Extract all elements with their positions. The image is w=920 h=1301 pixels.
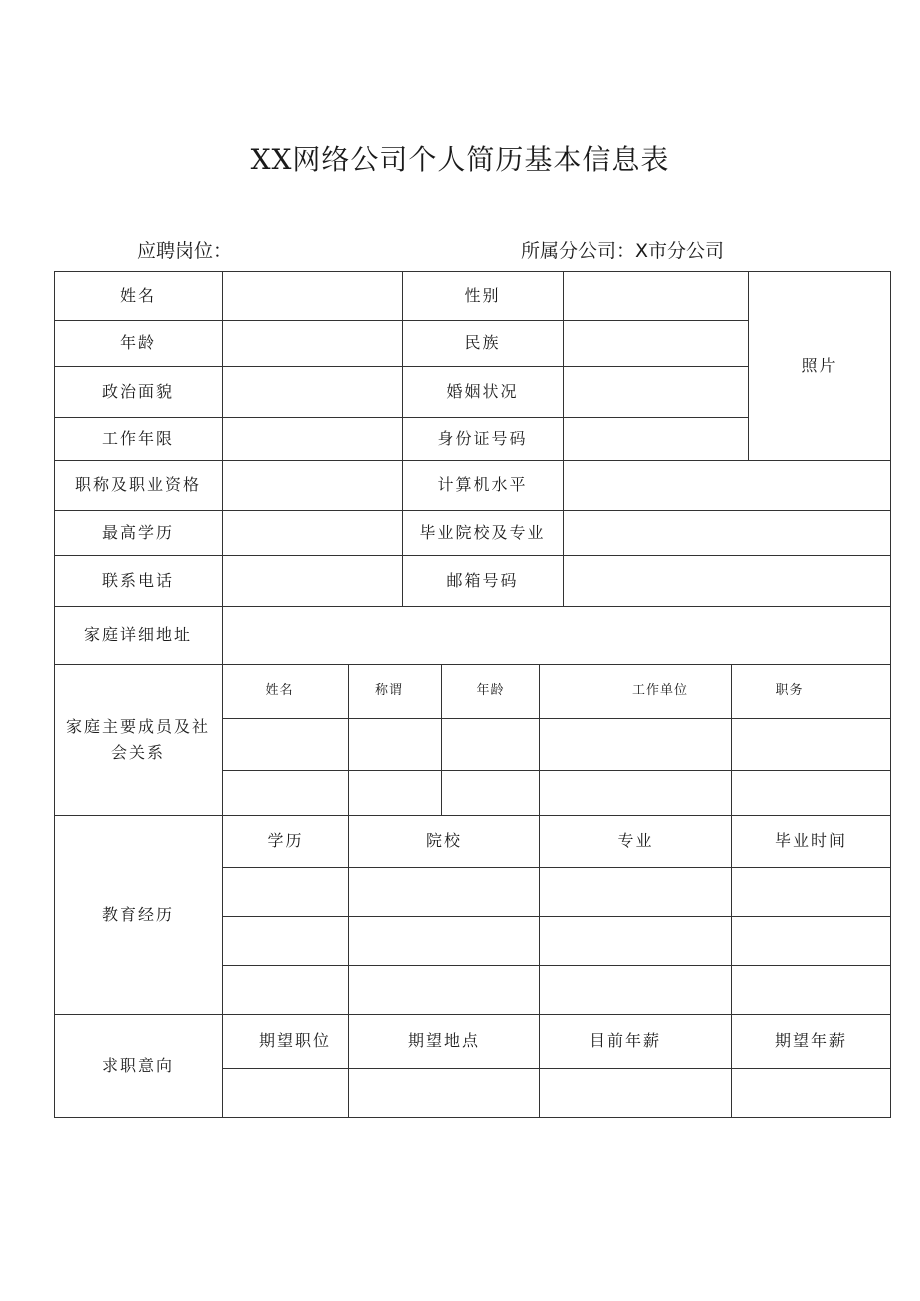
gender-label: 性别 — [464, 285, 501, 305]
computer-label: 计算机水平 — [437, 475, 528, 494]
email-label: 邮箱号码 — [446, 570, 519, 590]
age-field[interactable] — [223, 320, 402, 366]
address-label: 家庭详细地址 — [83, 625, 192, 644]
border-bottom — [54, 1117, 891, 1118]
intent-label: 求职意向 — [101, 1055, 174, 1075]
rule — [222, 770, 891, 771]
edu-col-degree: 学历 — [267, 831, 304, 850]
id-number-field[interactable] — [564, 417, 748, 460]
marital-label: 婚姻状况 — [446, 381, 519, 401]
rule — [222, 965, 891, 966]
political-field[interactable] — [223, 366, 402, 417]
work-years-label: 工作年限 — [101, 428, 174, 448]
family-col-duty: 职务 — [775, 683, 804, 698]
gender-field[interactable] — [564, 271, 748, 320]
edu-label: 教育经历 — [101, 904, 174, 924]
page-title: XX网络公司个人简历基本信息表 — [250, 143, 670, 176]
photo-box[interactable]: 照片 — [801, 355, 838, 375]
education-label: 最高学历 — [101, 522, 174, 542]
education-field[interactable] — [223, 510, 402, 555]
ethnicity-field[interactable] — [564, 320, 748, 366]
id-number-label: 身份证号码 — [437, 428, 528, 448]
phone-label: 联系电话 — [101, 570, 174, 590]
border-right — [890, 271, 891, 1118]
edu-col-major: 专业 — [617, 831, 654, 850]
intent-col-location: 期望地点 — [407, 1031, 480, 1050]
branch-label: 所属分公司：X市分公司 — [521, 240, 725, 262]
family-col-name: 姓名 — [265, 683, 294, 698]
rule — [222, 916, 891, 917]
marital-field[interactable] — [564, 366, 748, 417]
family-col-age: 年龄 — [476, 683, 505, 698]
position-label: 应聘岗位： — [137, 240, 233, 262]
rule — [539, 664, 540, 815]
title-qual-field[interactable] — [223, 460, 402, 510]
rule — [222, 718, 891, 719]
family-col-employer: 工作单位 — [631, 683, 688, 698]
intent-col-position: 期望职位 — [258, 1031, 331, 1050]
name-label: 姓名 — [119, 285, 156, 305]
political-label: 政治面貌 — [101, 381, 174, 401]
address-field[interactable] — [223, 606, 890, 664]
title-qual-label: 职称及职业资格 — [74, 475, 201, 494]
intent-col-expected-salary: 期望年薪 — [774, 1031, 847, 1050]
rule — [222, 1068, 891, 1069]
family-label: 家庭主要成员及社会关系 — [65, 716, 210, 762]
school-major-label: 毕业院校及专业 — [419, 522, 546, 542]
email-field[interactable] — [564, 555, 890, 606]
name-field[interactable] — [223, 271, 402, 320]
phone-field[interactable] — [223, 555, 402, 606]
computer-field[interactable] — [564, 460, 890, 510]
age-label: 年龄 — [119, 333, 156, 352]
intent-col-current-salary: 目前年薪 — [588, 1031, 661, 1050]
edu-col-grad-time: 毕业时间 — [774, 831, 847, 850]
edu-col-school: 院校 — [425, 831, 462, 850]
ethnicity-label: 民族 — [464, 333, 501, 352]
rule — [222, 867, 891, 868]
family-col-relation: 称谓 — [374, 683, 403, 698]
work-years-field[interactable] — [223, 417, 402, 460]
school-major-field[interactable] — [564, 510, 890, 555]
